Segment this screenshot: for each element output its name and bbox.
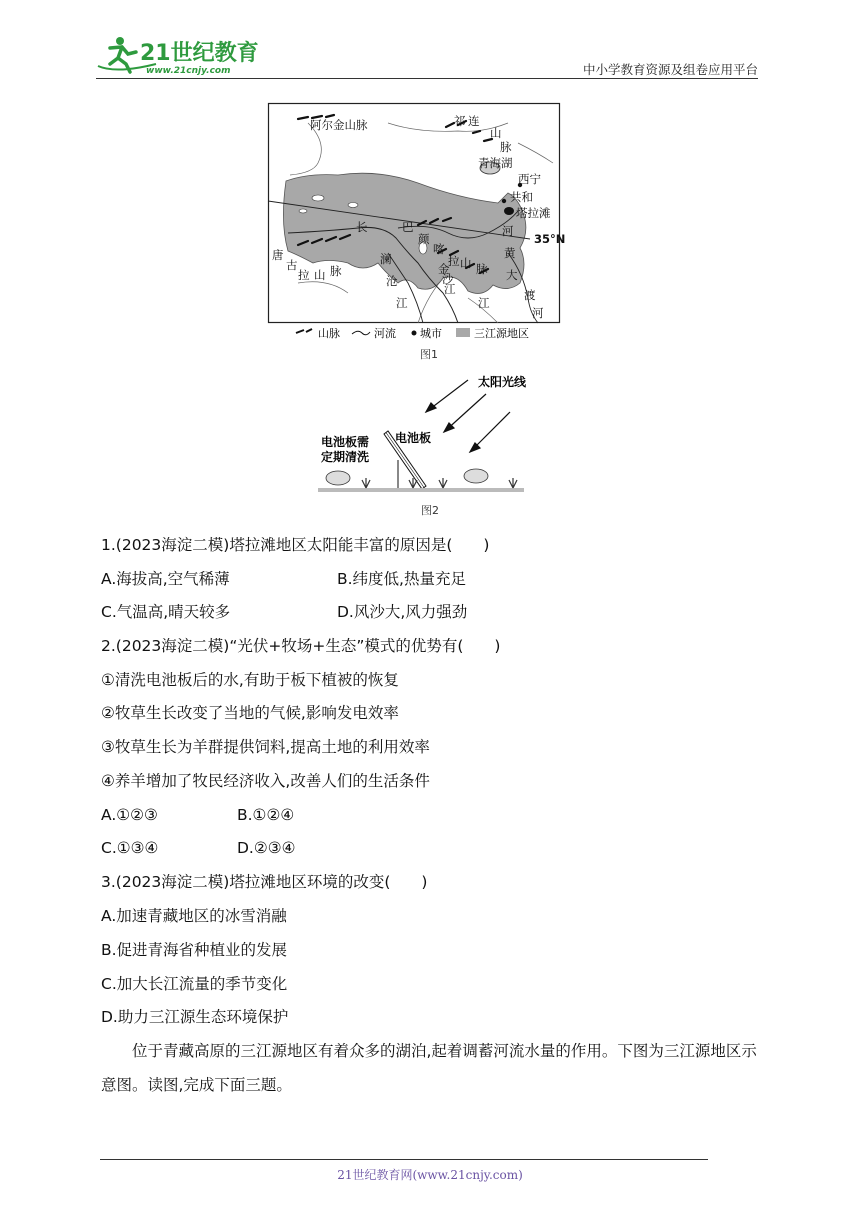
- label-he-2: 河: [532, 306, 544, 320]
- q2-option-a: A.①②③: [101, 806, 158, 824]
- label-jiang-1: 江: [396, 296, 408, 310]
- label-ka: 喀: [433, 242, 445, 256]
- q3-option-c: C.加大长江流量的季节变化: [101, 975, 288, 993]
- label-shan: 山: [314, 268, 326, 282]
- label-yan: 颜: [418, 232, 430, 246]
- figure1-caption: 图1: [420, 348, 438, 361]
- label-he-1: 河: [502, 224, 514, 238]
- label-shan2: 山: [460, 256, 472, 270]
- legend-mountain: 山脉: [318, 327, 340, 340]
- region-legend-icon: [456, 328, 470, 337]
- header-divider: [96, 78, 758, 79]
- q1-option-d: D.风沙大,风力强劲: [337, 603, 468, 621]
- logo-sub: www.21cnjy.com: [146, 66, 231, 76]
- sheep-icon: [326, 469, 488, 485]
- q2-item-1: ①清洗电池板后的水,有助于板下植被的恢复: [101, 671, 399, 689]
- label-clean-2: 定期清洗: [321, 450, 370, 464]
- logo-text: 21世纪教育: [140, 41, 259, 66]
- label-qinghai-lake: 青海湖: [478, 156, 513, 170]
- q3-option-d: D.助力三江源生态环境保护: [101, 1008, 289, 1026]
- label-tanggula-3: 拉: [298, 268, 310, 282]
- legend-city: 城市: [420, 327, 442, 340]
- label-mai: 脉: [330, 264, 342, 278]
- legend-region: 三江源地区: [474, 327, 529, 340]
- label-tanggula-2: 古: [286, 258, 298, 272]
- figure1-legend: [290, 324, 570, 342]
- figure1-map: [268, 103, 566, 323]
- label-mai2: 脉: [476, 262, 488, 276]
- label-jiang-3: 江: [478, 296, 490, 310]
- talatan-marker: [504, 207, 514, 215]
- label-la: 拉: [448, 254, 460, 268]
- city-legend-icon: [412, 331, 417, 336]
- mountain-legend-icon: [296, 329, 312, 333]
- grass-icon: [362, 478, 517, 488]
- q2-item-3: ③牧草生长为羊群提供饲料,提高土地的利用效率: [101, 738, 430, 756]
- ground: [318, 488, 524, 492]
- label-xining: 西宁: [518, 172, 541, 186]
- label-panel: 电池板: [395, 431, 432, 445]
- label-qilian-1: 祁: [454, 114, 466, 128]
- label-da: 大: [506, 268, 518, 282]
- logo: [96, 34, 266, 76]
- label-tanggula-1: 唐: [272, 248, 284, 262]
- figure2-caption: 图2: [421, 504, 439, 517]
- legend-river: 河流: [374, 327, 396, 340]
- question-3-stem: 3.(2023海淀二模)塔拉滩地区环境的改变( ): [101, 873, 428, 891]
- lake: [312, 195, 324, 201]
- intro-paragraph: 位于青藏高原的三江源地区有着众多的湖泊,起着调蓄河流水量的作用。下图为三江源地区示意图。读图,完成下面三题。: [101, 1042, 757, 1094]
- label-talatan: 塔拉滩: [516, 206, 551, 220]
- label-lancang-1: 澜: [380, 252, 392, 266]
- label-qilian-3: 山: [490, 126, 502, 140]
- label-clean-1: 电池板需: [321, 435, 370, 449]
- q2-item-2: ②牧草生长改变了当地的气候,影响发电效率: [101, 704, 399, 722]
- question-1-stem: 1.(2023海淀二模)塔拉滩地区太阳能丰富的原因是( ): [101, 536, 490, 554]
- lake: [348, 203, 358, 208]
- label-jiang-2: 江: [444, 282, 456, 296]
- label-jinsha-1: 金: [438, 262, 450, 276]
- q1-option-a: A.海拔高,空气稀薄: [101, 570, 230, 588]
- label-du: 渡: [524, 288, 536, 302]
- q2-option-b: B.①②④: [237, 806, 295, 824]
- river-legend-icon: [352, 331, 370, 335]
- label-sunlight: 太阳光线: [478, 375, 527, 389]
- label-gonghe: 共和: [510, 190, 533, 204]
- platform-name: 中小学教育资源及组卷应用平台: [582, 62, 758, 77]
- label-chang: 长: [356, 220, 368, 234]
- page-header: [96, 34, 758, 80]
- label-lancang-2: 沧: [386, 274, 398, 288]
- q1-option-c: C.气温高,晴天较多: [101, 603, 231, 621]
- label-jinsha-2: 沙: [442, 272, 454, 286]
- label-huang: 黄: [504, 246, 516, 260]
- figure2-solar: [318, 372, 546, 497]
- q2-option-c: C.①③④: [101, 839, 159, 857]
- city-gonghe-dot: [502, 199, 506, 203]
- label-qilian-2: 连: [468, 114, 480, 128]
- label-35n: 35°N: [534, 232, 566, 246]
- lake: [299, 209, 307, 213]
- q3-option-a: A.加速青藏地区的冰雪消融: [101, 907, 287, 925]
- question-2-stem: 2.(2023海淀二模)“光伏+牧场+生态”模式的优势有( ): [101, 637, 501, 655]
- q2-item-4: ④养羊增加了牧民经济收入,改善人们的生活条件: [101, 772, 430, 790]
- q3-option-b: B.促进青海省种植业的发展: [101, 941, 288, 959]
- footer-divider: [100, 1159, 708, 1160]
- label-ba: 巴: [402, 220, 414, 234]
- label-qilian-4: 脉: [500, 140, 512, 154]
- q2-option-d: D.②③④: [237, 839, 296, 857]
- label-altun: 阿尔金山脉: [310, 118, 368, 132]
- q1-option-b: B.纬度低,热量充足: [337, 570, 466, 588]
- sunlight-arrows: [426, 380, 510, 452]
- footer-text: 21世纪教育网(www.21cnjy.com): [337, 1168, 523, 1182]
